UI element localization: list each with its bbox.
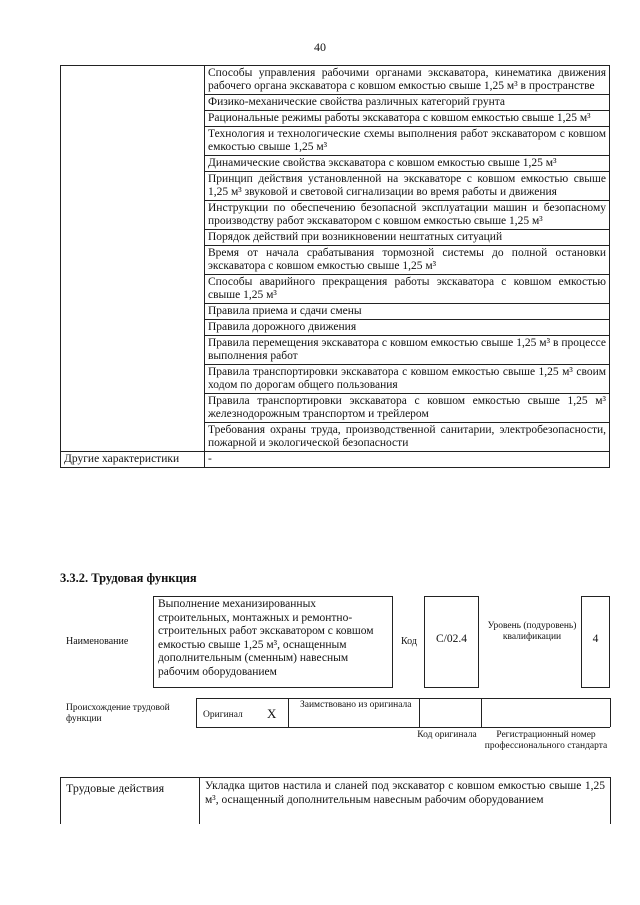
original-label: Оригинал xyxy=(203,710,243,720)
table-row xyxy=(61,66,610,95)
table-row xyxy=(61,320,610,336)
labor-actions-label: Трудовые действия xyxy=(66,781,165,795)
knowledge-item: Требования охраны труда, производственной санитарии, электробезопасности, пожарной и экологической безопасности xyxy=(205,423,610,452)
labor-actions-value: Укладка щитов настила и слaней под экскаватор с ковшом емкостью свыше 1,25 м³, оснащенный дополнительным навесным рабочим оборудованием xyxy=(205,780,605,806)
table-row xyxy=(61,246,610,275)
name-label: Наименование xyxy=(66,636,129,647)
knowledge-item: Инструкции по обеспечению безопасной эксплуатации машин и безопасному производству работ экскаватором с ковшом емкостью свыше 1,25 м³ xyxy=(205,201,610,230)
table-row xyxy=(61,201,610,230)
table-row xyxy=(61,336,610,365)
knowledge-item: Способы управления рабочими органами экскаватора, кинематика движения рабочего органа экскаватора с ковшом емкостью свыше 1,25 м³ в пространстве xyxy=(205,66,610,95)
knowledge-item: Принцип действия установленной на экскаваторе с ковшом емкостью свыше 1,25 м³ звуковой и световой сигнализации во время работы и движения xyxy=(205,172,610,201)
knowledge-item: Технология и технологические схемы выполнения работ экскаватором с ковшом емкостью свыше 1,25 м³ xyxy=(205,127,610,156)
code-label: Код xyxy=(401,636,417,647)
knowledge-item: Правила транспортировки экскаватора с ковшом емкостью свыше 1,25 м³ железнодорожным транспортом и трейлером xyxy=(205,394,610,423)
level-label: Уровень (подуровень) квалификации xyxy=(487,621,577,642)
knowledge-item: Физико-механические свойства различных категорий грунта xyxy=(205,95,610,111)
knowledge-item: Рациональные режимы работы экскаватора с ковшом емкостью свыше 1,25 м³ xyxy=(205,111,610,127)
other-value: - xyxy=(205,452,610,468)
page-number: 40 xyxy=(314,40,326,54)
level-value: 4 xyxy=(581,596,610,688)
original-mark: X xyxy=(267,706,277,721)
knowledge-item: Правила приема и сдачи смены xyxy=(205,304,610,320)
borrowed-label: Заимствовано из оригинала xyxy=(300,700,412,710)
knowledge-item: Способы аварийного прекращения работы экскаватора с ковшом емкостью свыше 1,25 м³ xyxy=(205,275,610,304)
table-row xyxy=(61,423,610,452)
knowledge-item: Время от начала срабатывания тормозной системы до полной остановки экскаватора с ковшом емкостью свыше 1,25 м³ xyxy=(205,246,610,275)
other-label: Другие характеристики xyxy=(61,452,205,468)
table-row xyxy=(61,394,610,423)
table-row xyxy=(61,95,610,111)
knowledge-item: Динамические свойства экскаватора с ковшом емкостью свыше 1,25 м³ xyxy=(205,156,610,172)
knowledge-item: Правила перемещения экскаватора с ковшом емкостью свыше 1,25 м³ в процессе выполнения работ xyxy=(205,336,610,365)
section-title: 3.3.2. Трудовая функция xyxy=(60,571,197,585)
table-row xyxy=(61,127,610,156)
knowledge-item: Порядок действий при возникновении нештатных ситуаций xyxy=(205,230,610,246)
knowledge-table xyxy=(60,65,610,468)
code-caption: Код оригинала xyxy=(417,730,477,740)
table-row xyxy=(61,172,610,201)
table-row xyxy=(61,230,610,246)
origin-label: Происхождение трудовой функции xyxy=(66,703,170,724)
table-row xyxy=(61,304,610,320)
function-name: Выполнение механизированных строительных, монтажных и ремонтно-строительных работ экскаватором с ковшом емкостью свыше 1,25 м³, оснащенным дополнительным (сменным) навесным рабочим оборудованием xyxy=(153,596,393,688)
knowledge-item: Правила транспортировки экскаватора с ковшом емкостью свыше 1,25 м³ своим ходом по дорогам общего пользования xyxy=(205,365,610,394)
table-row xyxy=(61,111,610,127)
table-row xyxy=(61,365,610,394)
knowledge-item: Правила дорожного движения xyxy=(205,320,610,336)
reg-caption: Регистрационный номер профессионального стандарта xyxy=(484,730,608,751)
table-row xyxy=(61,275,610,304)
table-row xyxy=(61,156,610,172)
function-code: C/02.4 xyxy=(424,596,479,688)
other-row xyxy=(61,452,610,468)
